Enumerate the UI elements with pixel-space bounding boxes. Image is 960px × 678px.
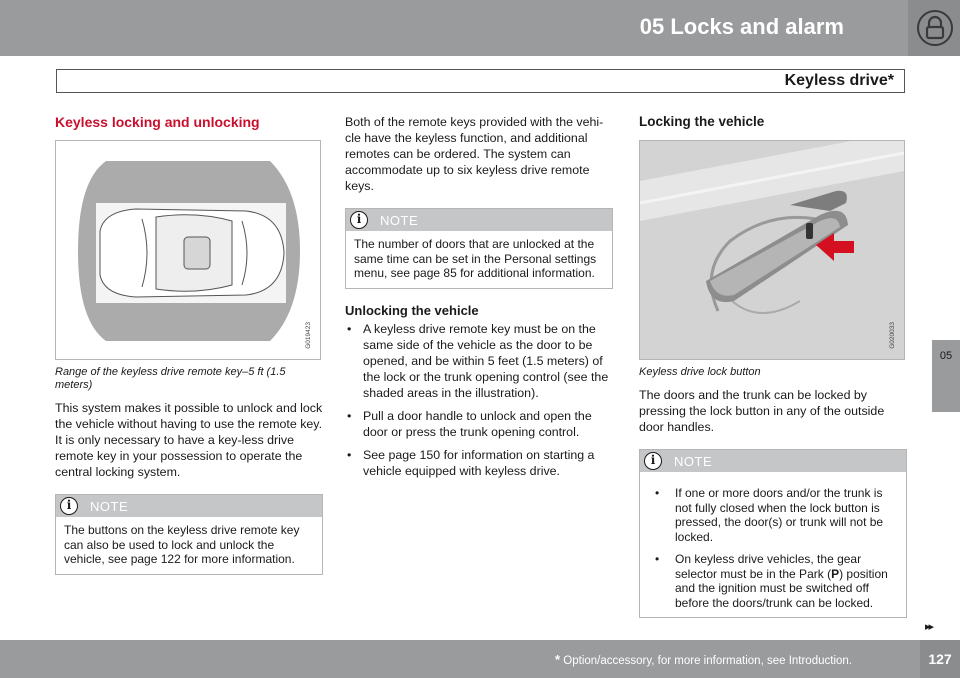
figure-caption: Range of the keyless drive remote key–5 ft (1.5 meters) (55, 366, 286, 391)
lock-button (806, 223, 813, 239)
info-icon: i (644, 452, 662, 470)
next-page-arrows: ▸▸ (925, 621, 933, 633)
info-icon: i (60, 497, 78, 515)
car-top-view (100, 209, 284, 297)
note-text-post: ) position and the ignition must be switched off before the doors/trunk can be locked. (675, 566, 888, 610)
footer-note (555, 652, 852, 667)
figure-lock-button (639, 140, 905, 360)
list-item: • A keyless drive remote key must be on the same side of the vehicle as the door to be opened, and be within 5 feet (1.5 meters) of the lock or the trunk opening control (see the shaded areas in the illustration). (345, 321, 613, 401)
figure-code: G020033 (889, 322, 896, 349)
section-title: Keyless drive* (784, 72, 894, 89)
heading-keyless-locking: Keyless locking and unlocking (55, 114, 260, 130)
body-paragraph: This system makes it possible to unlock and lock the vehicle without having to use the remote key. It is only necessary to have a key-less drive remote key in your possession to operate the central locking system. (55, 401, 323, 479)
chapter-badge (908, 0, 960, 56)
column-1 (55, 114, 323, 575)
list-item: • See page 150 for information on starting a vehicle equipped with keyless drive. (345, 447, 613, 479)
list-item: • Pull a door handle to unlock and open the door or press the trunk opening control. (345, 408, 613, 440)
note-label: NOTE (674, 454, 713, 469)
footer-text: Option/accessory, for more information, see Introduction. (560, 655, 852, 667)
note-text: The buttons on the keyless drive remote key can also be used to lock and unlock the vehicle, see page 122 for more information. (64, 523, 300, 566)
list-item: • If one or more doors and/or the trunk is not fully closed when the lock button is pressed, the door(s) or trunk will not be locked. (648, 486, 898, 544)
note-header (640, 450, 906, 472)
padlock-icon (916, 8, 954, 48)
note-header (56, 495, 322, 517)
header-bar (0, 0, 908, 56)
chapter-side-tab[interactable] (932, 340, 960, 412)
figure-keyless-range (55, 140, 321, 360)
note-text: The number of doors that are unlocked at the same time can be set in the Personal settings menu, see page 85 for additional information. (354, 237, 597, 280)
intro-paragraph: Both of the remote keys provided with the vehi-cle have the keyless function, and additional remotes can be ordered. The system can accommodate up to six keyless drive remote keys. (345, 115, 604, 193)
heading-locking: Locking the vehicle (639, 114, 765, 129)
section-header (56, 69, 905, 93)
page-number: 127 (920, 640, 960, 678)
body-paragraph: The doors and the trunk can be locked by pressing the lock button in any of the outside door handles. (639, 388, 885, 434)
list-item (648, 552, 898, 610)
figure-caption: Keyless drive lock button (639, 366, 761, 378)
footer-star: * (555, 652, 561, 667)
note-box (345, 208, 613, 289)
info-icon: i (350, 211, 368, 229)
note-box (639, 449, 907, 618)
park-letter: P (831, 566, 840, 581)
figure-code: G019423 (305, 322, 312, 349)
note-label: NOTE (380, 213, 419, 228)
side-tab-label: 05 (939, 350, 953, 362)
column-3 (639, 114, 907, 618)
footer-bar (0, 640, 920, 678)
note-label: NOTE (90, 499, 129, 514)
note-box (55, 494, 323, 575)
unlocking-list (345, 321, 613, 479)
column-2 (345, 114, 613, 479)
door-handle-illustration (640, 141, 904, 359)
chapter-title: 05 Locks and alarm (639, 14, 844, 39)
note-header (346, 209, 612, 231)
note-text-pre: On keyless drive vehicles, the gear selector must be in the Park ( (675, 552, 862, 581)
note-content (640, 472, 906, 617)
car-range-illustration (56, 141, 320, 359)
heading-unlocking: Unlocking the vehicle (345, 302, 479, 318)
